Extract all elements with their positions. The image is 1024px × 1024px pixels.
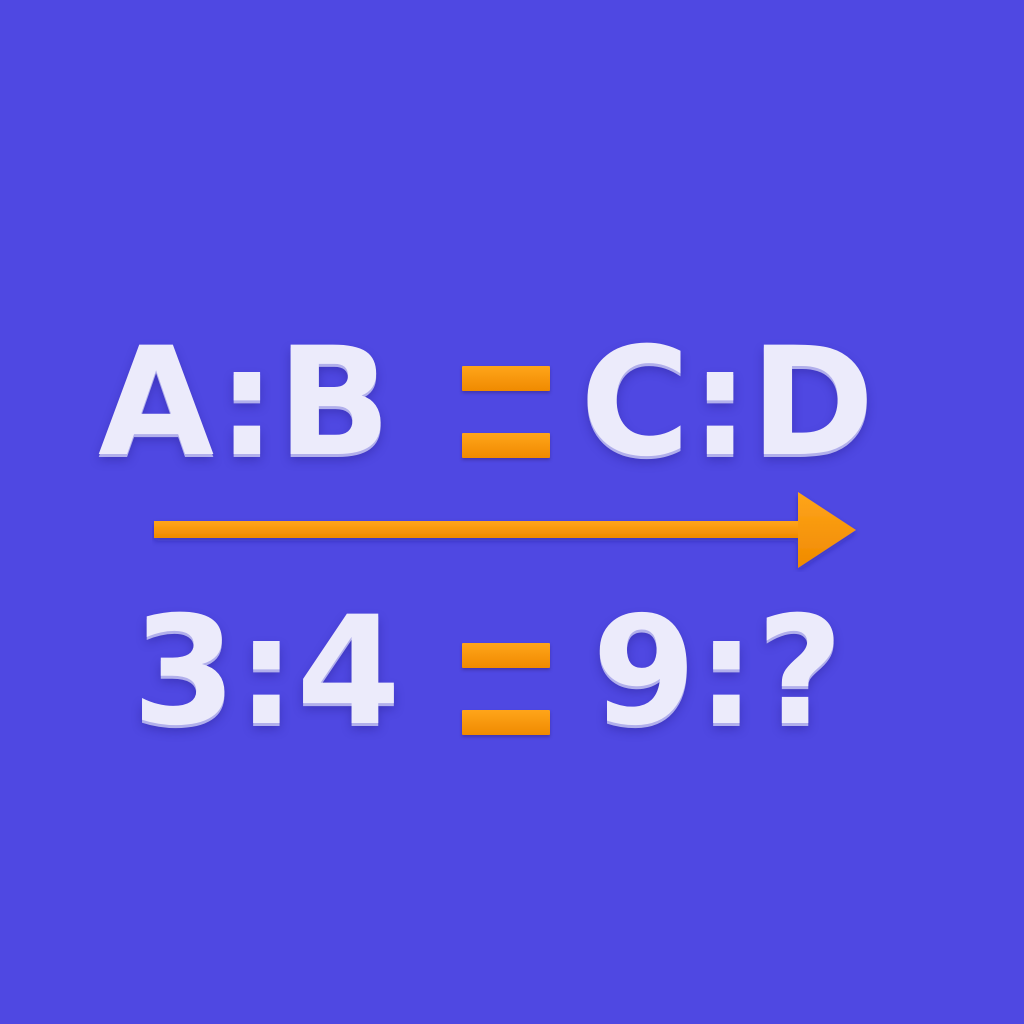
ratio-3-4: 3:4: [132, 585, 401, 759]
right-arrow-icon: [152, 488, 862, 572]
ratio-9-unknown: 9:?: [592, 585, 844, 759]
equals-sign-icon: [462, 366, 550, 458]
ratio-c-d: C:D: [580, 316, 875, 490]
ratio-a-b: A:B: [98, 316, 392, 490]
equals-sign-icon: [462, 643, 550, 735]
